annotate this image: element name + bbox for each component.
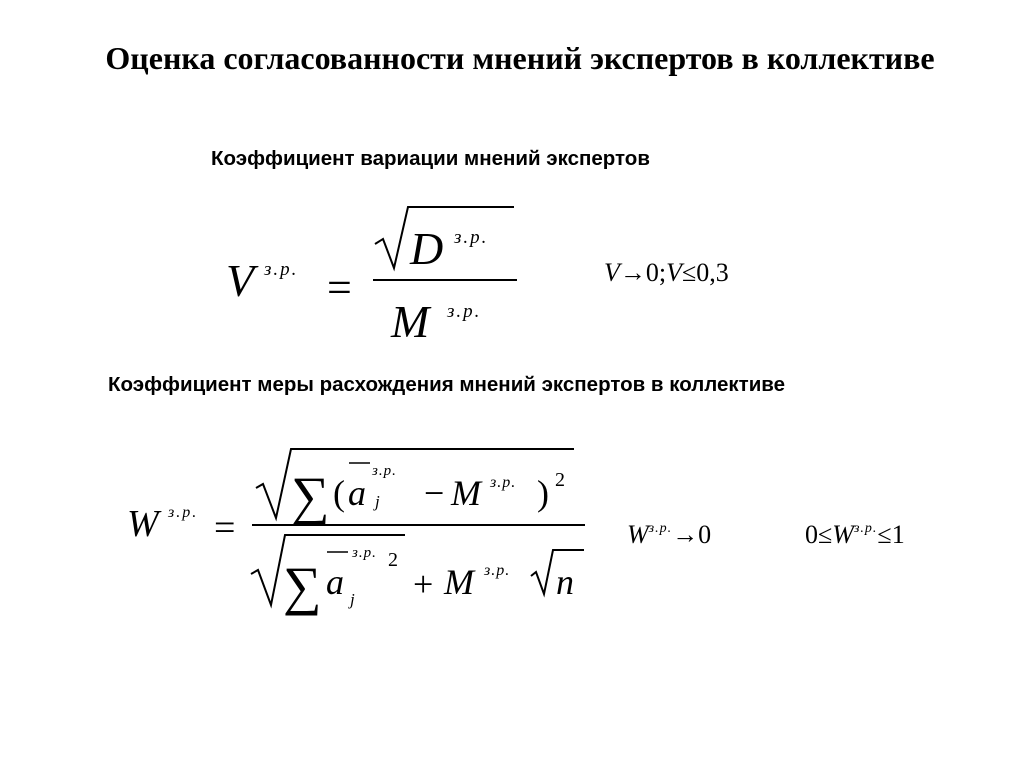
range-w-var: W <box>832 520 854 549</box>
formula-w-a-numerator: a <box>348 473 366 513</box>
range-w-low: 0 <box>805 520 818 549</box>
formula-v-numerator-sup: з.р. <box>454 227 489 248</box>
formula-w-a-sub-denominator: j <box>350 590 355 609</box>
condition-w-var: W <box>627 520 649 549</box>
formula-v-equals: = <box>327 263 352 312</box>
formula-w-m-sup-denominator: з.р. <box>484 562 511 579</box>
range-w-le2: ≤ <box>877 520 892 549</box>
formula-w-equals: = <box>214 507 236 549</box>
condition-w <box>627 520 711 550</box>
formula-v-denominator: M <box>391 296 430 347</box>
condition-w-arrow: → <box>672 520 699 549</box>
formula-w-open-paren: ( <box>333 473 345 513</box>
formula-w-m-numerator: M <box>451 473 481 513</box>
formula-w-a-sub-numerator: j <box>375 492 380 511</box>
formula-v-lhs: V <box>226 255 255 306</box>
formula-w-a-sup-denominator: з.р. <box>352 545 377 561</box>
formula-w-plus: + <box>413 564 434 604</box>
formula-w-minus: − <box>424 473 445 513</box>
formula-v-numerator: D <box>410 223 444 274</box>
condition-v-arrow: → <box>619 258 646 287</box>
condition-w-sup: з.р. <box>648 521 673 536</box>
formula-w-lhs-sup: з.р. <box>168 504 199 521</box>
formula-w-m-denominator: M <box>444 562 474 602</box>
range-w-le1: ≤ <box>818 520 833 549</box>
condition-v-le: ≤ <box>682 258 697 287</box>
formula-w-n: n <box>556 562 574 602</box>
condition-v-var2: V <box>666 258 683 287</box>
formula-w-a-sup-numerator: з.р. <box>372 463 397 479</box>
condition-v-zero: 0; <box>645 258 667 287</box>
condition-v-value: 0,3 <box>696 258 729 287</box>
subtitle-divergence-coefficient: Коэффициент меры расхождения мнений экспертов в коллективе <box>108 373 786 396</box>
condition-w-zero: 0 <box>698 520 712 549</box>
formula-v-denominator-sup: з.р. <box>447 301 482 322</box>
formula-w-a-denominator: a <box>326 562 344 602</box>
range-w-sup: з.р. <box>853 521 878 536</box>
formula-v-lhs-sup: з.р. <box>264 259 299 280</box>
range-w <box>805 520 905 550</box>
formula-w-exp2-numerator: 2 <box>555 469 565 491</box>
condition-v-var1: V <box>604 258 620 287</box>
formula-w-m-sup-numerator: з.р. <box>490 474 517 491</box>
formula-w-numerator-sum: ∑ <box>291 466 330 526</box>
slide-title: Оценка согласованности мнений экспертов в коллективе <box>105 40 935 76</box>
subtitle-variation-coefficient: Коэффициент вариации мнений экспертов <box>211 147 650 170</box>
formula-w-denominator-sum: ∑ <box>283 556 322 616</box>
formula-w-close-paren: ) <box>537 473 549 513</box>
formula-w-lhs: W <box>127 503 159 545</box>
formula-w-exp2-denominator: 2 <box>388 549 398 571</box>
range-w-high: 1 <box>891 520 905 549</box>
